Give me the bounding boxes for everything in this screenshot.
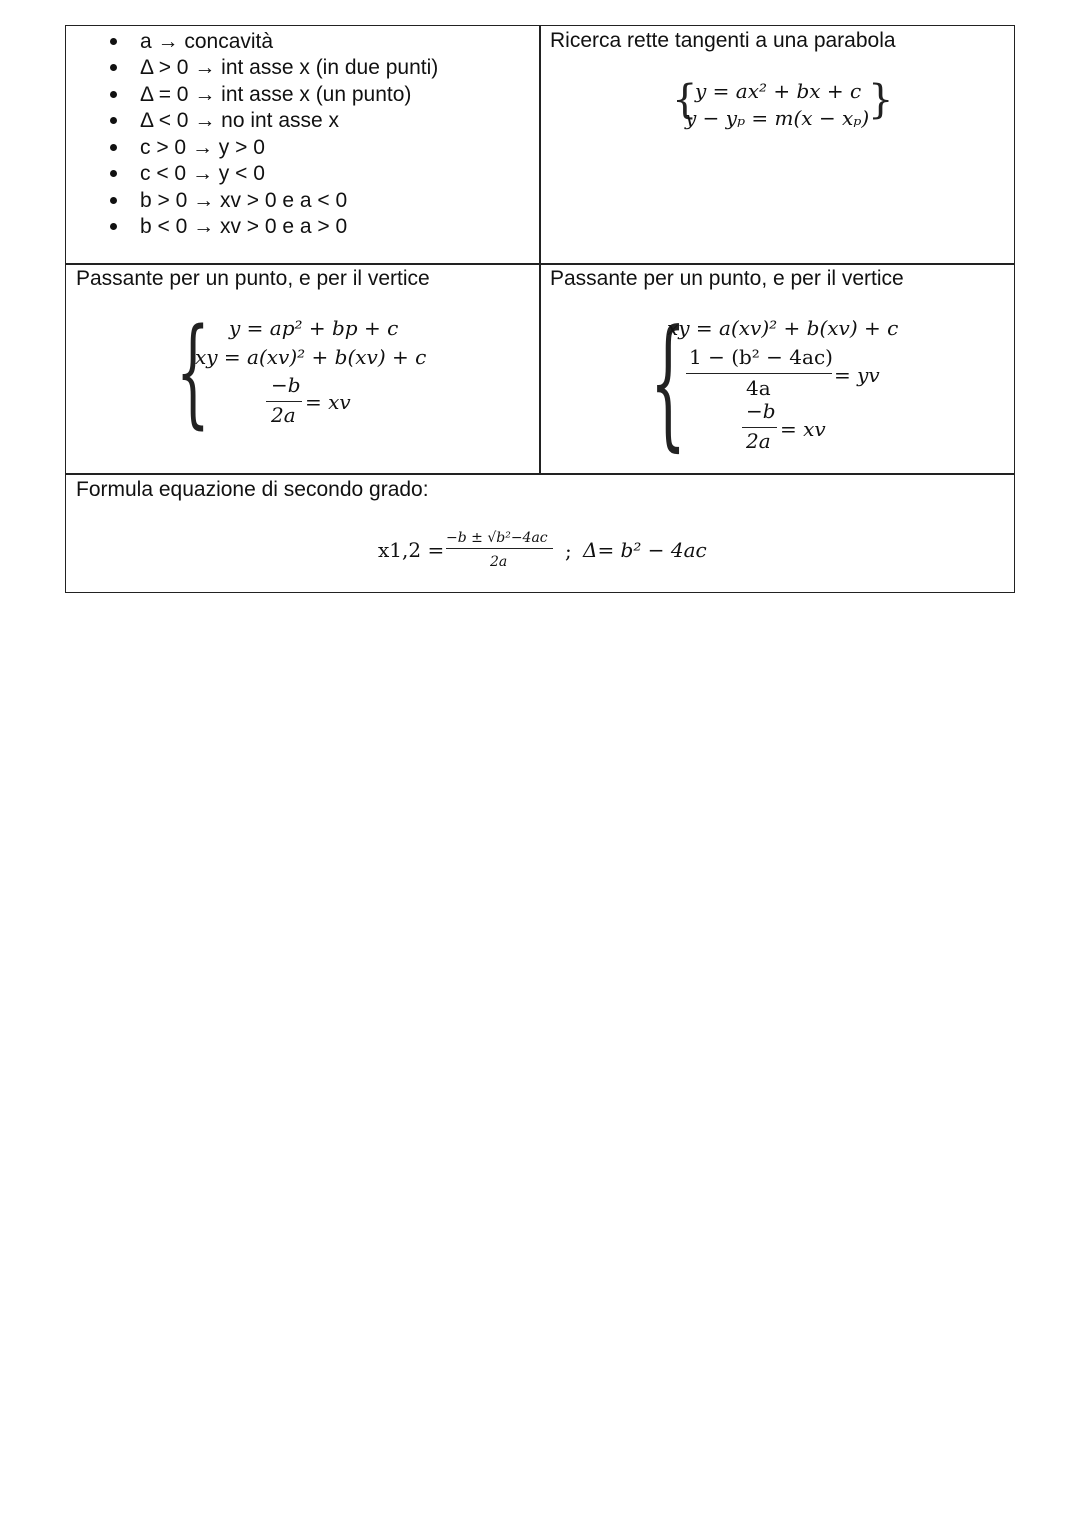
bullet-icon: [110, 117, 117, 124]
tangent-title: Ricerca rette tangenti a una parabola: [550, 29, 896, 52]
tangent-equation-1: y = ax² + bx + c: [695, 79, 862, 103]
left-brace-icon: {: [672, 77, 698, 123]
cell-title: Passante per un punto, e per il vertice: [550, 267, 904, 290]
formula-numerator: −b ± √b²−4ac: [446, 530, 548, 546]
formula-denominator: 2a: [490, 554, 508, 570]
fraction-bar: [686, 373, 832, 374]
bullet-item: Δ < 0 → no int asse x: [140, 109, 340, 132]
fraction-denominator: 2a: [746, 429, 771, 453]
bullet-icon: [110, 64, 117, 71]
row-divider-2: [65, 473, 1015, 475]
fraction-bar: [446, 548, 553, 549]
column-divider: [539, 25, 541, 474]
right-brace-icon: }: [868, 77, 894, 123]
left-brace-icon: {: [176, 302, 210, 440]
bullet-icon: [110, 197, 117, 204]
bullet-item: c > 0 → y > 0: [140, 136, 265, 159]
fraction-denominator: 2a: [271, 403, 296, 427]
fraction-rhs: = xv: [780, 417, 826, 441]
bullet-icon: [110, 144, 117, 151]
bullet-item: b < 0 → xv > 0 e a > 0: [140, 215, 348, 238]
bullet-item: a → concavità: [140, 30, 274, 53]
fraction-numerator: 1 − (b² − 4ac): [689, 345, 833, 369]
bullet-item: Δ = 0 → int asse x (un punto): [140, 83, 412, 106]
bullet-item: b > 0 → xv > 0 e a < 0: [140, 189, 348, 212]
tangent-equation-2: y − yₚ = m(x − xₚ): [685, 106, 870, 130]
cell-title: Formula equazione di secondo grado:: [76, 478, 429, 501]
fraction-rhs: = yv: [834, 363, 880, 387]
row-divider-1: [65, 263, 1015, 265]
bullet-icon: [110, 223, 117, 230]
cell-title: Passante per un punto, e per il vertice: [76, 267, 430, 290]
formula-lhs: x1,2 =: [378, 538, 445, 562]
fraction-rhs: = xv: [305, 390, 351, 414]
formula-separator: ;: [565, 539, 572, 563]
fraction-numerator: −b: [271, 373, 301, 397]
fraction-numerator: −b: [746, 399, 776, 423]
left-brace-icon: {: [650, 300, 687, 465]
bullet-icon: [110, 91, 117, 98]
system-equation-1: xy = a(xv)² + b(xv) + c: [667, 316, 899, 340]
bullet-icon: [110, 38, 117, 45]
bullet-item: Δ > 0 → int asse x (in due punti): [140, 56, 439, 79]
bullet-icon: [110, 170, 117, 177]
discriminant-formula: Δ= b² − 4ac: [583, 538, 707, 562]
system-equation-1: y = ap² + bp + c: [229, 316, 399, 340]
system-equation-2: xy = a(xv)² + b(xv) + c: [195, 345, 427, 369]
fraction-denominator: 4a: [746, 376, 771, 400]
bullet-item: c < 0 → y < 0: [140, 162, 265, 185]
